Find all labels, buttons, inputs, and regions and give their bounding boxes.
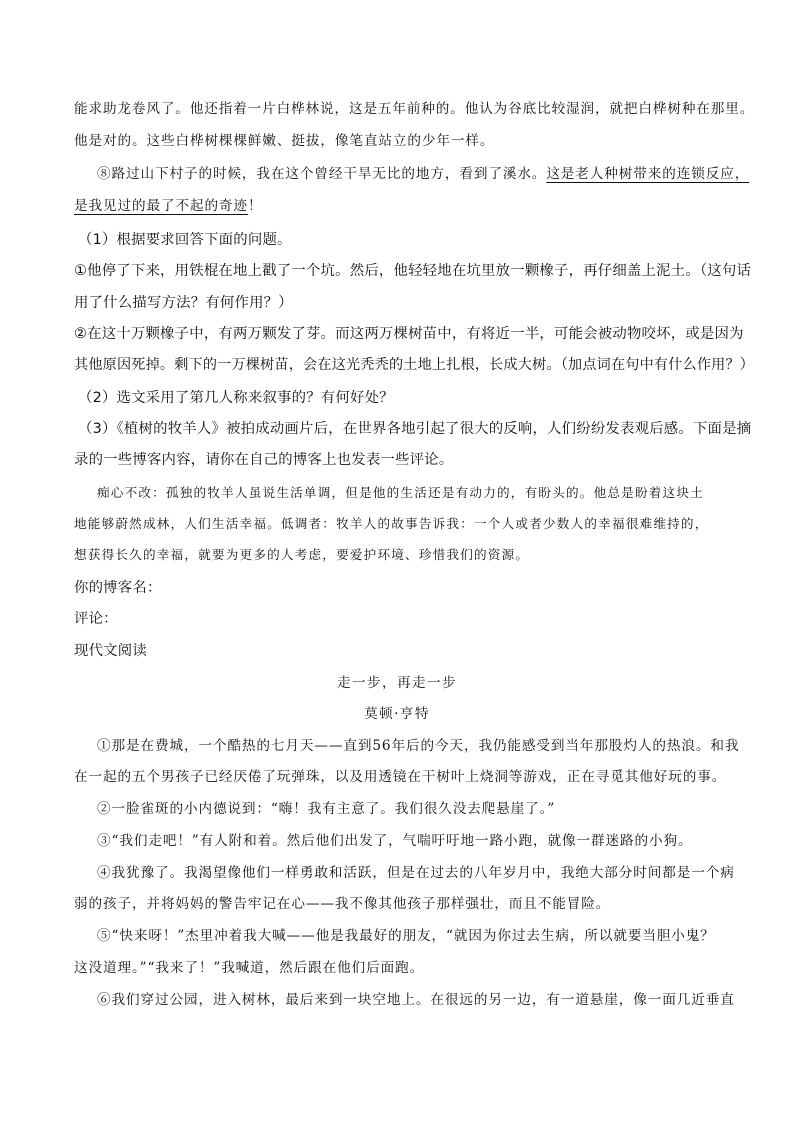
underlined-sentence: 这是老人种树带来的连锁反应， bbox=[546, 166, 750, 182]
question-1b-line: 其他原因死掉。剩下的一万棵树苗，会在这光秃秃的土地上扎根，长成大树。（加点词在句中有什么作用？） bbox=[74, 357, 755, 373]
question-1a-line: 用了什么描写方法？有何作用？） bbox=[74, 295, 293, 311]
question-2: （2）选文采用了第几人称来叙事的？有何好处？ bbox=[78, 390, 394, 406]
article-paragraph-line: ⑤“快来呀！”杰里冲着我大喊——他是我最好的朋友，“就因为你过去生病，所以就要当胆小鬼？ bbox=[97, 928, 715, 944]
blog-excerpt-line: 痴心不改：孤独的牧羊人虽说生活单调，但是他的生活还是有动力的，有盼头的。他总是盼着这块土 bbox=[97, 485, 704, 500]
question-1a-line: ①他停了下来，用铁棍在地上戳了一个坑。然后，他轻轻地在坑里放一颗橡子，再仔细盖上泥土。（这句话 bbox=[74, 263, 752, 279]
question-1: （1）根据要求回答下面的问题。 bbox=[78, 232, 292, 248]
blog-excerpt-line: 想获得长久的幸福，就要为更多的人考虑，要爱护环境、珍惜我们的资源。 bbox=[74, 547, 530, 562]
article-author: 莫顿·亨特 bbox=[364, 706, 430, 722]
article-paragraph-line: ⑥我们穿过公园，进入树林，最后来到一块空地上。在很远的另一边，有一道悬崖，像一面几近垂直 bbox=[97, 992, 735, 1008]
passage-text: ！ bbox=[247, 198, 263, 214]
passage-paragraph-8 bbox=[97, 168, 749, 182]
passage-line: 他是对的。这些白桦树棵棵鲜嫩、挺拔，像笔直站立的少年一样。 bbox=[74, 133, 495, 149]
passage-text: ⑧路过山下村子的时候，我在这个曾经干旱无比的地方，看到了溪水。 bbox=[97, 166, 547, 182]
article-paragraph-line: 在一起的五个男孩子已经厌倦了玩弹珠，以及用透镜在干树叶上烧洞等游戏，正在寻觅其他好玩的事。 bbox=[74, 769, 727, 785]
underlined-sentence: 是我见过的最了不起的奇迹 bbox=[74, 198, 248, 214]
article-paragraph-line: ①那是在费城，一个酷热的七月天——直到56年后的今天，我仍能感受到当年那股灼人的热浪。和我 bbox=[97, 738, 740, 754]
article-paragraph-line: 这没道理。”“我来了！”我喊道，然后跟在他们后面跑。 bbox=[74, 960, 425, 976]
blog-excerpt-line: 地能够蔚然成林，人们生活幸福。低调者：牧羊人的故事告诉我：一个人或者少数人的幸福很难维持的， bbox=[74, 516, 709, 531]
passage-line bbox=[74, 200, 262, 214]
article-paragraph-line: ②一脸雀斑的小内德说到：“嗨！我有主意了。我们很久没去爬悬崖了。” bbox=[97, 801, 556, 817]
comment-label: 评论： bbox=[74, 611, 118, 627]
question-3-line: 录的一些博客内容，请你在自己的博客上也发表一些评论。 bbox=[74, 452, 454, 468]
passage-line: 能求助龙卷风了。他还指着一片白桦林说，这是五年前种的。他认为谷底比较湿润，就把白桦树种在那里。 bbox=[74, 101, 755, 117]
article-paragraph-line: ③“我们走吧！”有人附和着。然后他们出发了，气喘吁吁地一路小跑，就像一群迷路的小狗。 bbox=[97, 833, 693, 849]
section-label: 现代文阅读 bbox=[74, 643, 147, 659]
question-3-line: （3）《植树的牧羊人》被拍成动画片后，在世界各地引起了很大的反响，人们纷纷发表观后感。下面是摘 bbox=[78, 421, 752, 437]
article-title: 走一步，再走一步 bbox=[337, 675, 457, 691]
article-paragraph-line: 弱的孩子，并将妈妈的警告牢记在心——我不像其他孩子那样强壮，而且不能冒险。 bbox=[74, 896, 611, 912]
question-1b-line: ②在这十万颗橡子中，有两万颗发了芽。而这两万棵树苗中，有将近一半，可能会被动物咬坏，或是因为 bbox=[74, 326, 744, 342]
article-paragraph-line: ④我犹豫了。我渴望像他们一样勇敢和活跃，但是在过去的八年岁月中，我绝大部分时间都是一个病 bbox=[97, 865, 735, 881]
blog-name-label: 你的博客名： bbox=[74, 580, 162, 596]
